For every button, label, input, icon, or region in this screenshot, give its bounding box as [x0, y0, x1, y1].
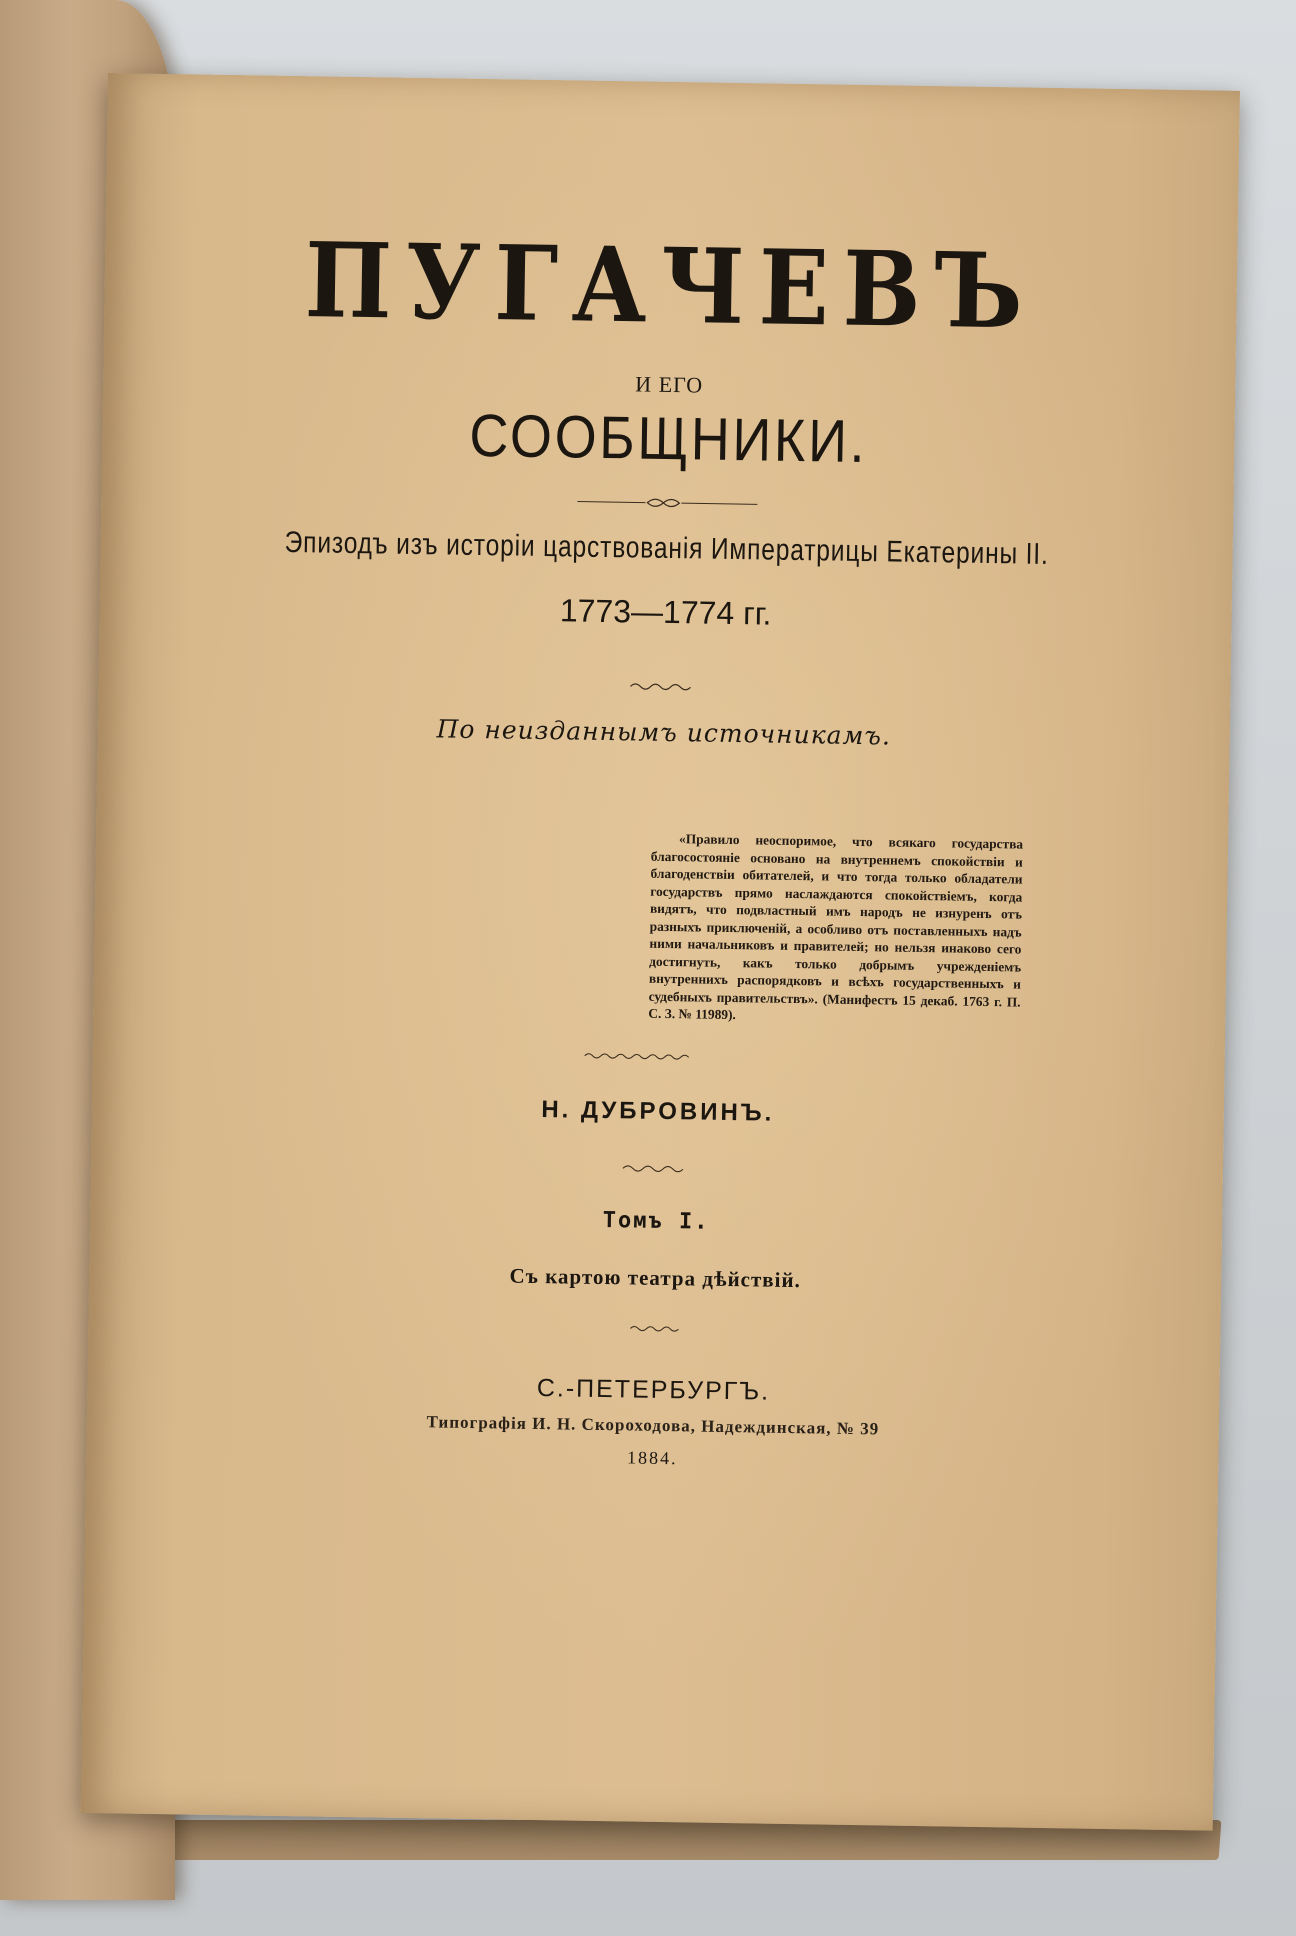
book-title: ПУГАЧЕВЪ — [303, 219, 1038, 353]
epigraph-quote: «Правило неоспоримое, что всякаго государства благосостояніе основано на внутреннемъ спокойствіи и благоденствіи обитателей, и что тогда только обладатели государствъ прямо наслаждаются спокойствіемъ, когда видятъ, что подвластный имъ народъ не изнуренъ отъ разныхъ приключеній, а особливо отъ поставленныхъ надъ ними начальниковъ и правителей; но нельзя инаково сего достигнуть, какъ только добрымъ учрежденіемъ внутреннихъ распорядковъ и всѣхъ государственныхъ и судебныхъ правительствъ». (Манифестъ 15 декаб. 1763 г. П. С. З. № 11989). — [648, 831, 1024, 1023]
divider-ornament — [577, 495, 757, 512]
book-subtitle: СООБЩНИКИ. — [468, 401, 868, 476]
title-page-content — [81, 73, 1240, 1831]
wave-ornament — [628, 1321, 684, 1336]
printer-line: Типографія И. Н. Скороходова, Надеждинская, № 39 — [426, 1412, 880, 1439]
imprint-city: С.-ПЕТЕРБУРГЪ. — [536, 1374, 771, 1406]
episode-line: Эпизодъ изъ исторіи царствованія Императрицы Екатерины II. — [284, 525, 1049, 571]
title-connector: И ЕГО — [635, 371, 704, 398]
publication-year: 1884. — [626, 1447, 678, 1469]
wave-ornament — [583, 1049, 693, 1065]
wave-ornament — [621, 1161, 691, 1176]
volume-label: Томъ I. — [602, 1208, 710, 1235]
title-page — [81, 73, 1240, 1831]
years-line: 1773—1774 гг. — [559, 592, 772, 632]
author-name: Н. ДУБРОВИНЪ. — [541, 1096, 775, 1127]
sources-line: По неизданнымъ источникамъ. — [436, 714, 892, 751]
map-note: Съ картою театра дѣйствій. — [509, 1263, 802, 1293]
wave-ornament — [628, 679, 698, 694]
